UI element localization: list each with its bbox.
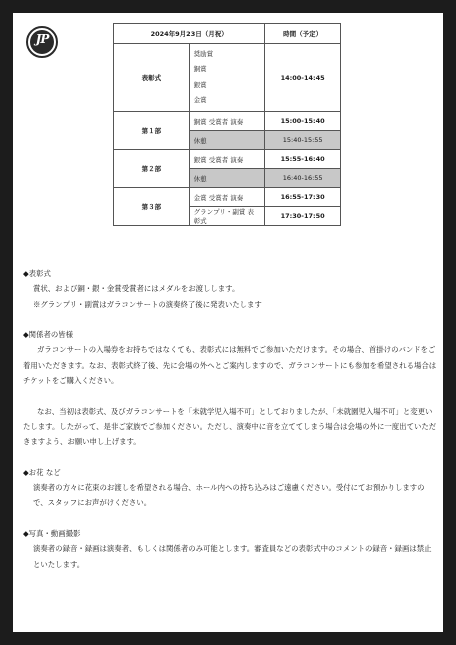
header-date: 2024年9月23日（月祝）	[114, 24, 265, 44]
section-heading-related: ◆関係者の皆様	[23, 330, 74, 340]
part3-gp-time: 17:30-17:50	[265, 207, 341, 226]
related-paragraph-1: ガラコンサートの入場券をお持ちではなくても、表彰式には無料でご参加いただけます。その場合、首掛けのバンドをご着用いただきます。なお、表彰式終了後、先に会場の外へとご案内しますので、ガラコンサートにも参加を希望される場合はチケットをご購入ください。	[23, 345, 437, 386]
schedule-table	[113, 23, 341, 226]
part1-break: 休憩	[189, 131, 265, 150]
part1-perf-time: 15:00-15:40	[265, 112, 341, 131]
jp-logo	[26, 26, 58, 58]
part1-perf-row	[114, 112, 341, 131]
related-paragraph-2: なお、当初は表彰式、及びガラコンサートを「未就学児入場不可」としておりましたが、「未就園児入場不可」と変更いたします。したがって、是非ご家族でご参加ください。ただし、演奏中に音を立ててしまう場合は会場の外に一度出ていただきますよう、お願い申し上げます。	[23, 406, 437, 447]
award-item: 銀賞	[193, 80, 207, 89]
part2-break: 休憩	[189, 169, 265, 188]
table-header-row	[114, 24, 341, 44]
part3-gp: グランプリ・副賞 表彰式	[189, 207, 265, 226]
part1-perf: 銅賞 受賞者 演奏	[189, 112, 265, 131]
notice-body	[23, 266, 437, 572]
part1-break-time: 15:40-15:55	[265, 131, 341, 150]
part2-perf-time: 15:55-16:40	[265, 150, 341, 169]
part2-perf: 銀賞 受賞者 演奏	[189, 150, 265, 169]
part3-perf: 金賞 受賞者 演奏	[189, 188, 265, 207]
photo-paragraph: 演奏者の録音・録画は演奏者、もしくは関係者のみ可能とします。審査員などの表彰式中のコメントの録音・録画は禁止といたします。	[33, 544, 432, 569]
section-heading-photo: ◆写真・動画撮影	[23, 529, 81, 539]
section-heading-flowers: ◆お花 など	[23, 467, 61, 477]
section-heading-ceremony: ◆表彰式	[23, 269, 51, 278]
document-page	[13, 13, 443, 632]
ceremony-line-1: 賞状、および銅・銀・金賞受賞者にはメダルをお渡しします。	[33, 284, 240, 294]
part2-label: 第２部	[114, 150, 190, 188]
flowers-paragraph: 演奏者の方々に花束のお渡しを希望される場合、ホール内への持ち込みはご遠慮ください。受付にてお預かりしますので、スタッフにお声がけください。	[33, 483, 425, 508]
part3-label: 第３部	[114, 188, 190, 226]
ceremony-time: 14:00-14:45	[265, 44, 341, 112]
award-item: 奨励賞	[193, 50, 214, 58]
logo-text: JP	[35, 32, 49, 46]
part3-perf-time: 16:55-17:30	[265, 188, 341, 207]
part1-label: 第１部	[114, 112, 190, 150]
part2-perf-row	[114, 150, 341, 169]
part2-break-time: 16:40-16:55	[265, 169, 341, 188]
award-item: 銅賞	[193, 65, 207, 74]
award-list	[189, 44, 265, 112]
ceremony-row	[114, 44, 341, 112]
ceremony-line-2: ※グランプリ・副賞はガラコンサートの演奏終了後に発表いたします	[33, 299, 262, 309]
header-time: 時間（予定）	[265, 24, 341, 44]
part3-perf-row	[114, 188, 341, 207]
award-item: 金賞	[193, 95, 207, 104]
ceremony-part: 表彰式	[114, 44, 190, 112]
